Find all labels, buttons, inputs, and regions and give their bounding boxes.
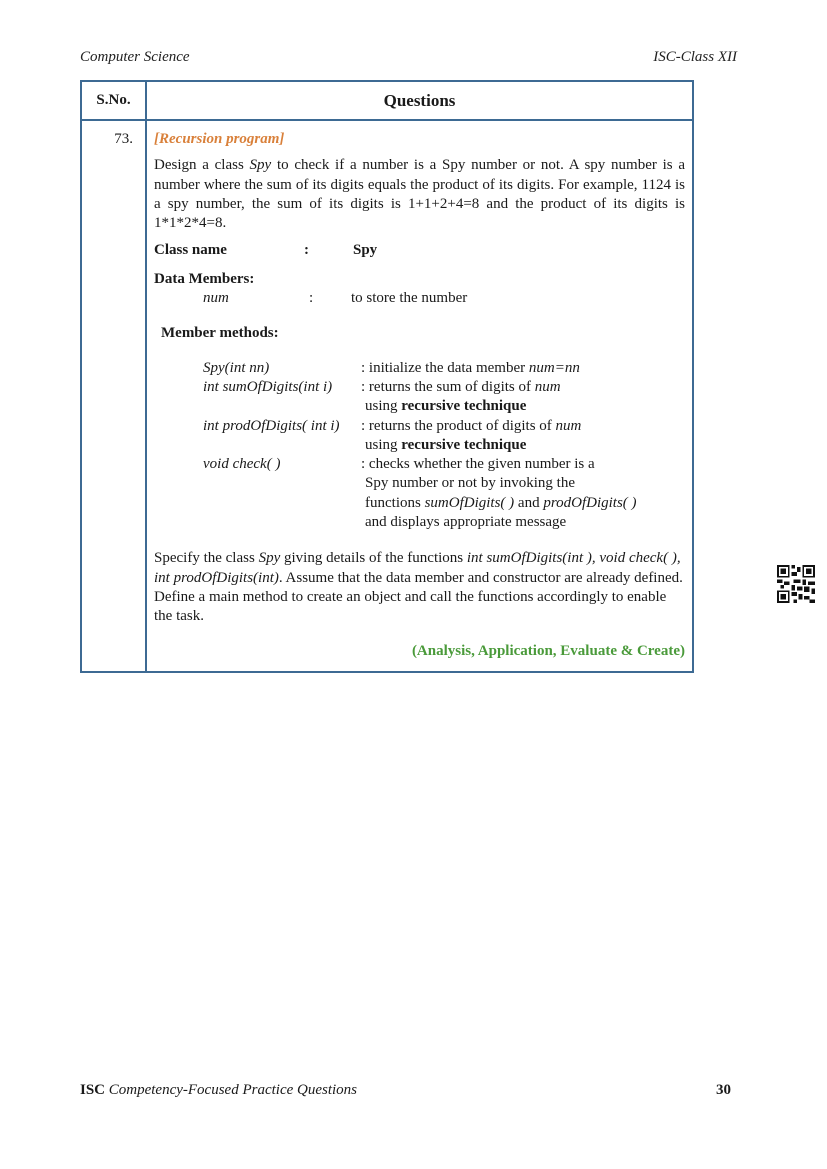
footer-brand: ISC	[80, 1082, 106, 1098]
running-head-subject: Computer Science	[80, 49, 190, 65]
class-ref: Spy	[249, 157, 272, 174]
questions-table	[80, 80, 694, 673]
running-head-class: ISC-Class XII	[653, 49, 737, 65]
method-signature: Spy(int nn)	[203, 359, 270, 376]
method-row	[203, 378, 685, 417]
data-member-row	[154, 289, 685, 308]
method-signature: int prodOfDigits( int i)	[203, 417, 340, 434]
desc-continuation	[361, 494, 685, 513]
separator: :	[309, 290, 314, 307]
desc-text: : returns the sum of digits of	[361, 378, 535, 395]
desc-italic: prodOfDigits( )	[543, 494, 637, 511]
desc-italic: num=nn	[528, 359, 580, 376]
outro-text: . Assume that the data member and constructor are already defined. Define a main method to create an object and call the functions accordingly to enable the task.	[154, 569, 683, 625]
desc-bold: recursive technique	[401, 398, 527, 415]
desc-continuation	[361, 436, 685, 455]
desc-continuation: Spy number or not by invoking the	[365, 475, 575, 492]
desc-text: : returns the product of digits of	[361, 417, 556, 434]
method-row	[203, 359, 685, 378]
desc-text: using	[365, 436, 402, 453]
page-footer	[80, 1082, 731, 1099]
method-signature: void check( )	[203, 456, 281, 473]
desc-text: using	[365, 398, 402, 415]
table-header-row	[81, 81, 693, 120]
question-body	[146, 120, 693, 672]
table-row	[81, 120, 693, 672]
method-desc	[361, 417, 685, 456]
question-outro	[154, 549, 685, 626]
question-number: 73.	[81, 120, 146, 672]
qr-code-icon[interactable]	[777, 565, 815, 603]
desc-text: : checks whether the given number is a	[361, 456, 595, 473]
method-desc	[361, 455, 685, 532]
desc-continuation	[361, 397, 685, 416]
data-members-title: Data Members:	[154, 270, 255, 287]
intro-text: Design a class	[154, 157, 250, 174]
footer-subtitle: Competency-Focused Practice Questions	[105, 1082, 358, 1098]
separator: :	[304, 242, 309, 259]
intro-text: to check if a number is a Spy number or not. A spy number is a number where the sum of its digits equals the product of its digits. For example, 1124 is a spy number, the sum of its digits is 1+1+2+4=8 and the product of its digits is 1*1*2*4=8.	[154, 157, 685, 232]
class-name-row	[154, 241, 685, 260]
method-desc	[361, 359, 685, 378]
class-name-label: Class name	[154, 242, 227, 259]
class-name-value: Spy	[353, 242, 378, 259]
function-list: int sumOfDigits(int ), void check( ), int prodOfDigits(int)	[154, 550, 681, 586]
question-topic: [Recursion program]	[154, 131, 285, 147]
desc-italic: num	[534, 378, 561, 395]
data-member-desc: to store the number	[351, 290, 468, 307]
desc-text: functions	[365, 494, 425, 511]
desc-continuation: and displays appropriate message	[365, 514, 567, 531]
method-row	[203, 455, 685, 532]
class-ref: Spy	[258, 550, 281, 567]
desc-italic: sumOfDigits( )	[424, 494, 515, 511]
member-methods-title: Member methods:	[161, 325, 279, 342]
data-member-name: num	[203, 290, 229, 307]
desc-italic: num	[555, 417, 582, 434]
competency-tag: (Analysis, Application, Evaluate & Create)	[411, 642, 685, 659]
outro-text: Specify the class	[154, 550, 259, 567]
method-desc	[361, 378, 685, 417]
column-header-questions: Questions	[146, 81, 693, 120]
method-row	[203, 417, 685, 456]
question-intro	[154, 156, 685, 233]
desc-bold: recursive technique	[401, 436, 527, 453]
outro-text: giving details of the functions	[280, 550, 467, 567]
method-signature: int sumOfDigits(int i)	[203, 378, 333, 395]
desc-text: : initialize the data member	[361, 359, 529, 376]
desc-text: and	[514, 494, 544, 511]
footer-title	[80, 1082, 357, 1099]
page-number: 30	[716, 1082, 731, 1098]
member-methods-list	[154, 359, 685, 533]
column-header-sno: S.No.	[81, 81, 146, 120]
